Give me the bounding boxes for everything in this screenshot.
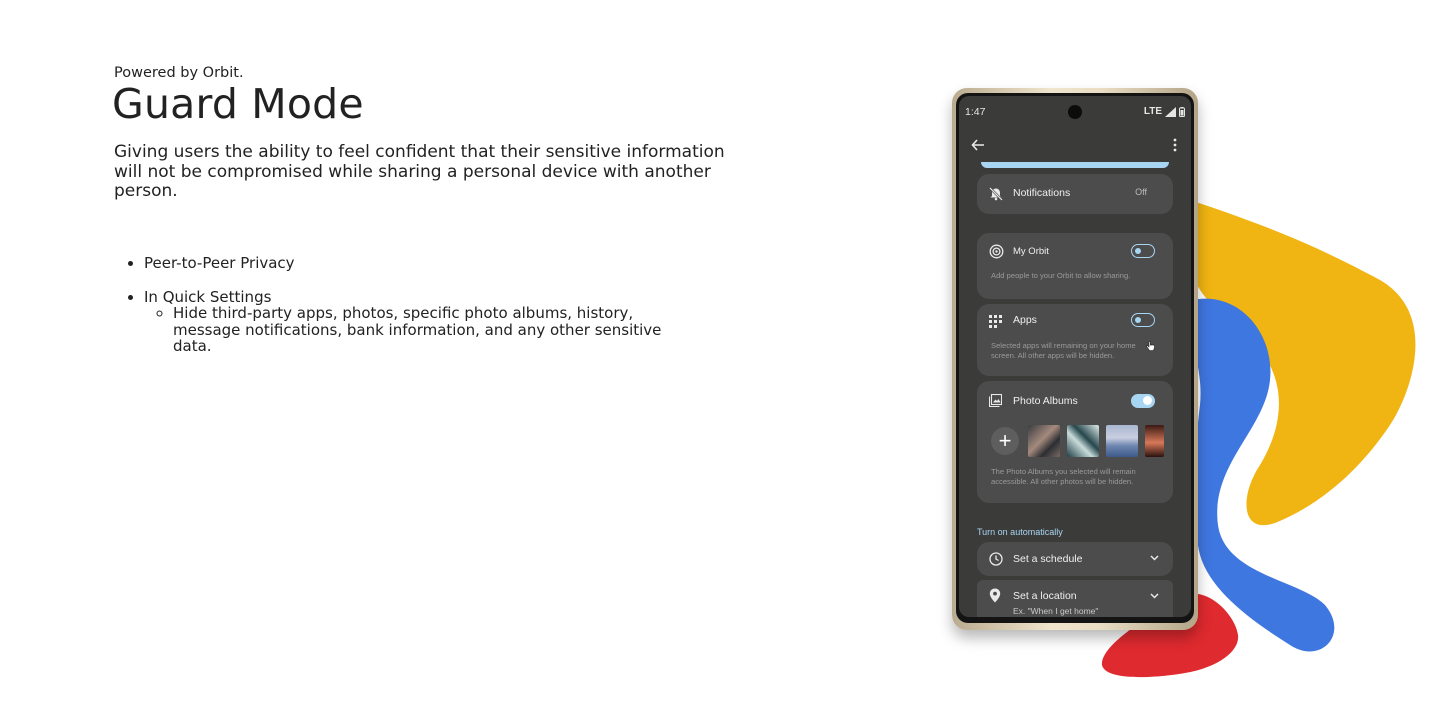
sub-bullet-item: ◦ Hide third-party apps, photos, specific photo albums, history, message notifications, bank information, and any other sensitive data. — [173, 305, 704, 355]
toggle-knob — [1135, 317, 1141, 323]
battery-icon — [1179, 107, 1185, 117]
set-location-example: Ex. "When I get home" — [1013, 606, 1099, 616]
phone-mockup — [952, 88, 1198, 630]
phone-bezel — [956, 93, 1194, 623]
bullet-text: Peer-to-Peer Privacy — [144, 254, 295, 272]
chevron-down-icon — [1150, 593, 1159, 599]
set-schedule-label: Set a schedule — [1013, 553, 1083, 565]
toggle-knob — [1135, 248, 1141, 254]
my-orbit-label: My Orbit — [1013, 246, 1049, 257]
clock-icon — [989, 552, 1003, 566]
signal-icon — [1165, 107, 1176, 117]
my-orbit-toggle[interactable] — [1131, 244, 1155, 258]
album-thumbnail[interactable] — [1145, 425, 1164, 457]
photo-album-icon — [989, 394, 1002, 407]
bullet-item — [144, 255, 704, 272]
apps-grid-icon — [989, 315, 1002, 328]
orbit-icon — [989, 244, 1004, 259]
network-type: LTE — [1143, 106, 1162, 117]
location-pin-icon — [989, 588, 1001, 603]
my-orbit-card — [977, 233, 1173, 299]
album-thumbnail[interactable] — [1028, 425, 1060, 457]
notifications-value: Off — [1135, 187, 1147, 197]
toggle-knob — [1143, 396, 1152, 405]
apps-description: Selected apps will remaining on your home screen. All other apps will be hidden. — [991, 341, 1136, 360]
set-schedule-row[interactable] — [977, 542, 1173, 576]
sub-list — [144, 305, 704, 355]
lead-paragraph: Giving users the ability to feel confident that their sensitive information will not be compromised while sharing a personal device with another person. — [114, 142, 725, 201]
bell-off-icon — [989, 187, 1003, 201]
set-location-label: Set a location — [1013, 590, 1077, 602]
more-vert-icon[interactable] — [1173, 138, 1177, 152]
apps-card — [977, 304, 1173, 376]
set-location-row[interactable] — [977, 580, 1173, 617]
notifications-row[interactable] — [977, 174, 1173, 214]
arrow-back-icon[interactable] — [971, 138, 985, 152]
chevron-down-icon — [1150, 555, 1159, 561]
front-camera — [1068, 105, 1082, 119]
apps-toggle[interactable] — [1131, 313, 1155, 327]
turn-on-automatically-label: Turn on automatically — [977, 527, 1063, 537]
feature-list — [144, 255, 704, 372]
photo-albums-card — [977, 381, 1173, 503]
hand-cursor-icon — [1146, 341, 1155, 352]
apps-label: Apps — [1013, 314, 1037, 326]
photo-albums-description: The Photo Albums you selected will remain accessible. All other photos will be hidden. — [991, 467, 1136, 486]
status-time: 1:47 — [965, 106, 986, 118]
album-thumbnail[interactable] — [1106, 425, 1138, 457]
page-title: Guard Mode — [112, 80, 364, 128]
accent-strip — [981, 162, 1169, 168]
app-bar — [959, 134, 1191, 158]
add-album-button[interactable]: + — [991, 427, 1019, 455]
my-orbit-description: Add people to your Orbit to allow sharing. — [991, 271, 1131, 280]
photo-albums-label: Photo Albums — [1013, 395, 1078, 407]
eyebrow-text: Powered by Orbit. — [114, 65, 244, 81]
notifications-label: Notifications — [1013, 187, 1071, 199]
bullet-text: In Quick Settings — [144, 287, 272, 306]
phone-screen — [959, 96, 1191, 617]
album-thumbnails — [991, 425, 1164, 457]
bullet-item — [144, 289, 704, 355]
album-thumbnail[interactable] — [1067, 425, 1099, 457]
status-icons — [1144, 106, 1185, 117]
photo-albums-toggle[interactable] — [1131, 394, 1155, 408]
